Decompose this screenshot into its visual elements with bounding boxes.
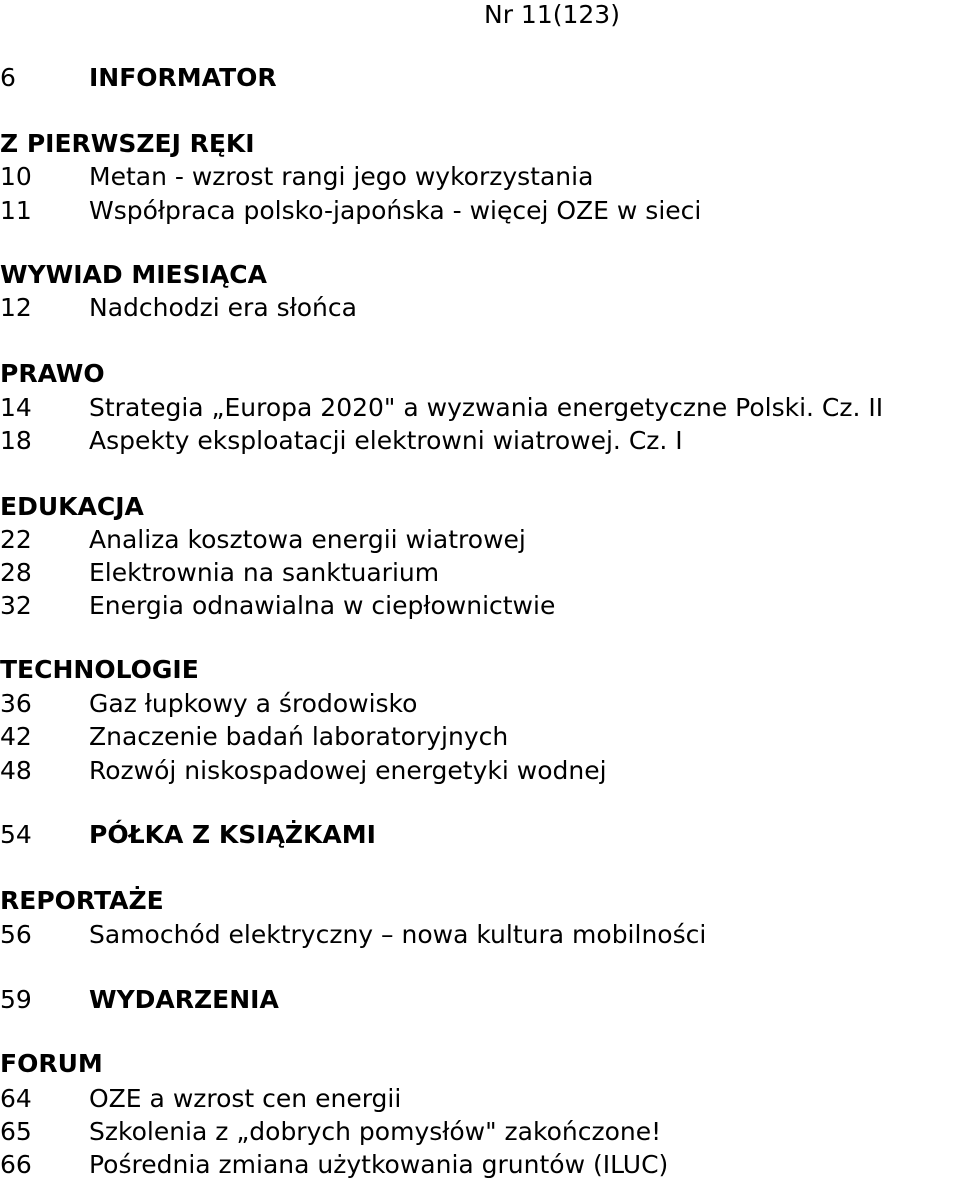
page-number: 66 xyxy=(0,1150,32,1179)
page-number: 54 xyxy=(0,820,32,849)
page-number: 10 xyxy=(0,162,32,191)
page-number: 6 xyxy=(0,63,16,92)
page-number: 28 xyxy=(0,558,32,587)
section-heading-wywiad: WYWIAD MIESIĄCA xyxy=(0,260,267,289)
page-number: 22 xyxy=(0,525,32,554)
article-title: OZE a wzrost cen energii xyxy=(89,1084,402,1113)
page-number: 32 xyxy=(0,591,32,620)
article-title: Gaz łupkowy a środowisko xyxy=(89,689,418,718)
section-heading-technologie: TECHNOLOGIE xyxy=(0,655,199,684)
section-heading-edukacja: EDUKACJA xyxy=(0,492,144,521)
page-number: 65 xyxy=(0,1117,32,1146)
section-heading-forum: FORUM xyxy=(0,1049,103,1078)
article-title: Metan - wzrost rangi jego wykorzystania xyxy=(89,162,594,191)
article-title: Samochód elektryczny – nowa kultura mobilności xyxy=(89,920,707,949)
article-title: Znaczenie badań laboratoryjnych xyxy=(89,722,509,751)
article-title: Energia odnawialna w ciepłownictwie xyxy=(89,591,556,620)
article-title: Elektrownia na sanktuarium xyxy=(89,558,440,587)
article-title: Nadchodzi era słońca xyxy=(89,293,357,322)
article-title: Szkolenia z „dobrych pomysłów" zakończone! xyxy=(89,1117,662,1146)
page-number: 48 xyxy=(0,756,32,785)
article-title: Współpraca polsko-japońska - więcej OZE w sieci xyxy=(89,196,702,225)
page-number: 11 xyxy=(0,196,32,225)
page-number: 36 xyxy=(0,689,32,718)
section-title: WYDARZENIA xyxy=(89,985,279,1014)
page-number: 14 xyxy=(0,393,32,422)
page-number: 42 xyxy=(0,722,32,751)
page-number: 56 xyxy=(0,920,32,949)
page-number: 12 xyxy=(0,293,32,322)
section-heading-pierwszej-reki: Z PIERWSZEJ RĘKI xyxy=(0,129,255,158)
article-title: Aspekty eksploatacji elektrowni wiatrowej. Cz. I xyxy=(89,426,683,455)
page-number: 64 xyxy=(0,1084,32,1113)
page-number: 59 xyxy=(0,985,32,1014)
section-heading-prawo: PRAWO xyxy=(0,359,105,388)
section-title: INFORMATOR xyxy=(89,63,277,92)
section-title: PÓŁKA Z KSIĄŻKAMI xyxy=(89,820,376,849)
article-title: Rozwój niskospadowej energetyki wodnej xyxy=(89,756,607,785)
section-heading-reportaze: REPORTAŻE xyxy=(0,886,164,915)
article-title: Strategia „Europa 2020" a wyzwania energetyczne Polski. Cz. II xyxy=(89,393,884,422)
issue-number: Nr 11(123) xyxy=(484,0,620,29)
article-title: Pośrednia zmiana użytkowania gruntów (ILUC) xyxy=(89,1150,669,1179)
article-title: Analiza kosztowa energii wiatrowej xyxy=(89,525,526,554)
page-number: 18 xyxy=(0,426,32,455)
